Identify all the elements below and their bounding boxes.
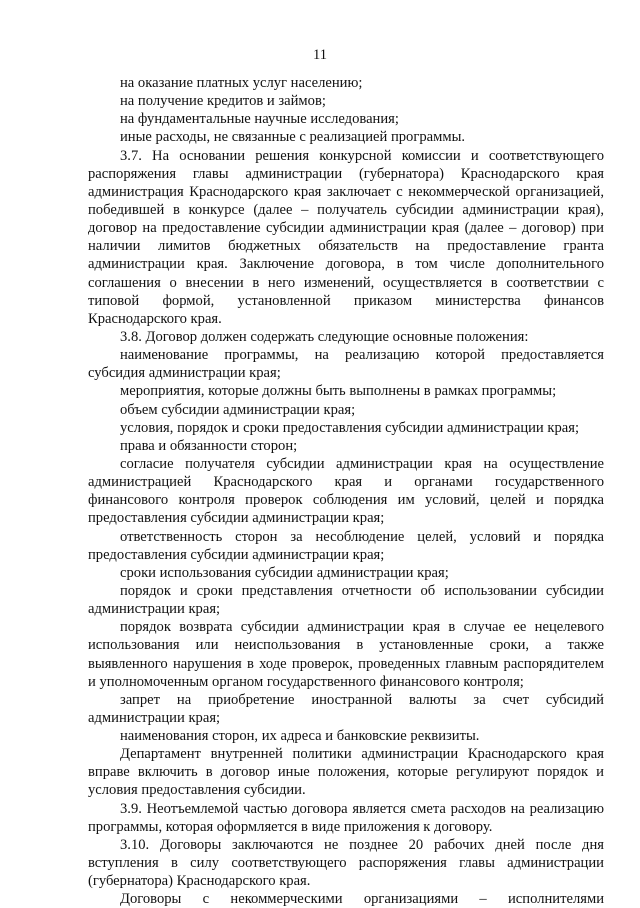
text-line: администрации края; — [88, 709, 221, 726]
text-line: 3.7. На основании решения конкурсной комиссии и соответствующего — [120, 147, 604, 164]
document-body — [88, 74, 604, 908]
text-line: соглашения о внесении в него изменений, осуществляется в соответствии с — [88, 274, 604, 291]
text-line: 3.10. Договоры заключаются не позднее 20 рабочих дней после дня — [120, 836, 604, 853]
text-line: договор на предоставление субсидии администрации края (далее – договор) при — [88, 220, 604, 237]
text-line: Краснодарского края. — [88, 310, 222, 327]
text-line: победившей в конкурсе (далее – получатель субсидии администрации края), — [88, 201, 604, 218]
text-line: 3.9. Неотъемлемой частью договора является смета расходов на реализацию — [120, 800, 604, 817]
text-line: администрация Краснодарского края заключает с некоммерческой организацией, — [88, 183, 604, 200]
text-line: финансового контроля проверок соблюдения им условий, целей и порядка — [88, 492, 604, 509]
text-line: выявленного нарушения в ходе проверок, проведенных главным распорядителем — [88, 655, 604, 672]
text-line: на фундаментальные научные исследования; — [120, 111, 399, 128]
text-line: на получение кредитов и займов; — [120, 93, 326, 110]
text-line: объем субсидии администрации края; — [120, 401, 356, 418]
text-line: наименование программы, на реализацию которой предоставляется — [120, 347, 604, 364]
text-line: типовой формой, установленной приказом министерства финансов — [88, 292, 604, 309]
text-line: предоставления субсидии администрации края; — [88, 510, 385, 527]
text-line: программы, которая оформляется в виде приложения к договору. — [88, 818, 493, 835]
text-line: администрации края; — [88, 601, 221, 618]
text-line: использования или неиспользования в установленные сроки, а также — [88, 637, 604, 654]
text-line: наличии лимитов бюджетных обязательств на предоставление гранта — [88, 238, 604, 255]
text-line: наименования сторон, их адреса и банковские реквизиты. — [120, 728, 480, 745]
text-line: и уполномоченным органом государственного финансового контроля; — [88, 673, 524, 690]
text-line: распоряжения главы администрации (губернатора) Краснодарского края — [88, 165, 604, 182]
text-line: порядок возврата субсидии администрации края в случае ее нецелевого — [120, 619, 604, 636]
text-line: предоставления субсидии администрации края; — [88, 546, 385, 563]
text-line: вправе включить в договор иные положения, которые регулируют порядок и — [88, 764, 604, 781]
text-line: иные расходы, не связанные с реализацией программы. — [120, 129, 466, 146]
text-line: администрацией Краснодарского края и органами государственного — [88, 474, 604, 491]
text-line: субсидия администрации края; — [88, 365, 281, 382]
text-line: ответственность сторон за несоблюдение целей, условий и порядка — [120, 528, 604, 545]
text-line: сроки использования субсидии администрации края; — [120, 564, 449, 581]
text-line: 3.8. Договор должен содержать следующие основные положения: — [120, 328, 529, 345]
text-line: порядок и сроки представления отчетности об использовании субсидии — [120, 582, 604, 599]
text-line: согласие получателя субсидии администрации края на осуществление — [120, 455, 604, 472]
text-line: вступления в силу соответствующего распоряжения главы администрации — [88, 855, 604, 872]
text-line: условия предоставления субсидии. — [88, 782, 306, 799]
text-line: администрации края. Заключение договора, в том числе дополнительного — [88, 256, 604, 273]
text-line: на оказание платных услуг населению; — [120, 75, 363, 91]
text-line: (губернатора) Краснодарского края. — [88, 873, 311, 890]
text-line: запрет на приобретение иностранной валюты за счет субсидий — [120, 691, 604, 708]
text-line: Договоры с некоммерческими организациями – исполнителями — [120, 891, 604, 908]
text-line: условия, порядок и сроки предоставления субсидии администрации края; — [120, 419, 580, 436]
text-line: мероприятия, которые должны быть выполнены в рамках программы; — [120, 383, 557, 400]
text-line: права и обязанности сторон; — [120, 437, 298, 454]
page-number: 11 — [313, 47, 327, 63]
text-line: Департамент внутренней политики администрации Краснодарского края — [120, 746, 604, 763]
